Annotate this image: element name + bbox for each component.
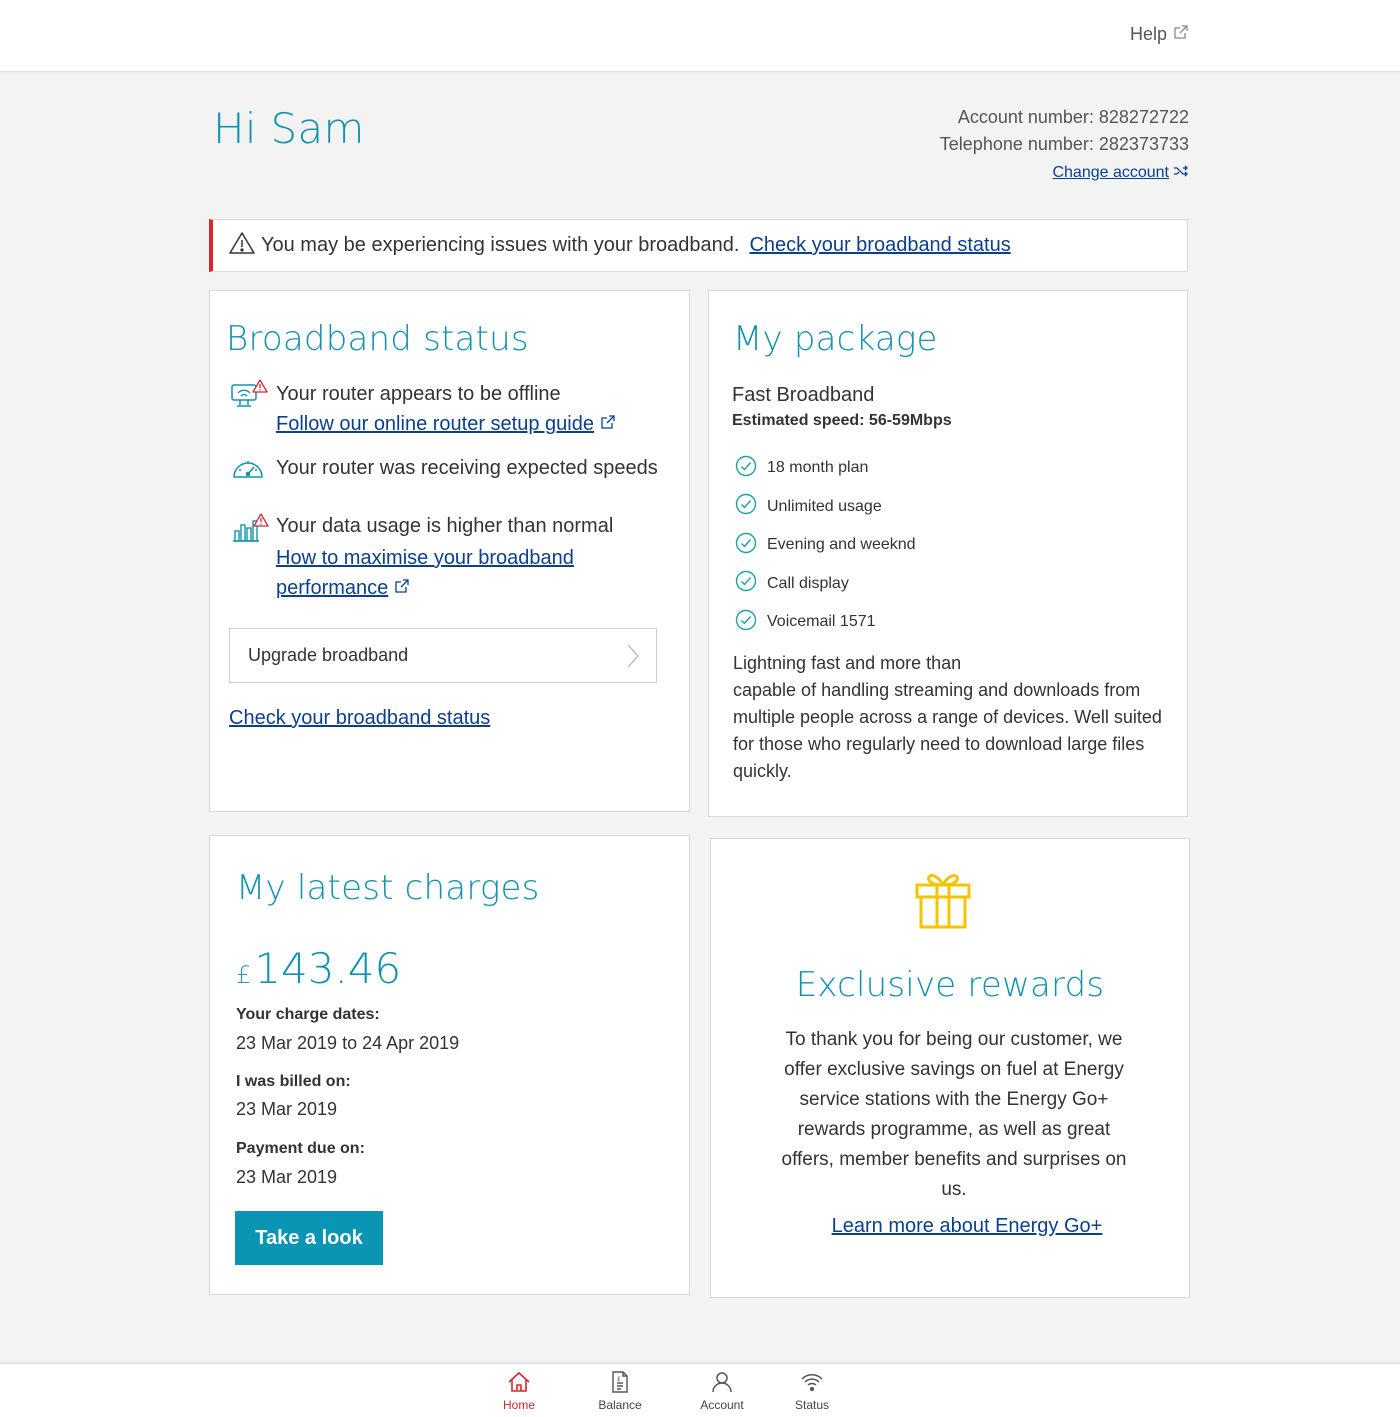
feature-label: Voicemail 1571 (767, 613, 876, 631)
router-setup-guide-link[interactable]: Follow our online router setup guide (276, 413, 594, 435)
list-item (735, 526, 916, 565)
shuffle-icon (1173, 159, 1189, 186)
check-circle-icon (735, 532, 757, 559)
package-description (733, 650, 1173, 785)
my-package-card (708, 290, 1188, 817)
package-description-rest: capable of handling streaming and downloads from multiple people across a range of devices. Well suited for those who regularly need to download large files quickly. (733, 680, 1162, 781)
broadband-status-card (209, 290, 690, 812)
external-link-icon (1173, 24, 1189, 45)
feature-label: 18 month plan (767, 459, 869, 477)
estimated-speed: Estimated speed: 56-59Mbps (732, 412, 952, 429)
list-item (735, 565, 916, 604)
router-speed-text: Your router was receiving expected speeds (276, 457, 658, 479)
bill-document-icon (610, 1371, 630, 1396)
amount-value: 143.46 (254, 944, 402, 993)
charge-dates-value: 23 Mar 2019 to 24 Apr 2019 (236, 1033, 460, 1053)
billed-on-label: I was billed on: (236, 1073, 351, 1090)
charge-amount (236, 944, 401, 993)
data-usage-text: Your data usage is higher than normal (276, 515, 614, 537)
change-account-link[interactable] (1052, 159, 1189, 186)
rewards-description: To thank you for being our customer, we offer exclusive savings on fuel at Energy service stations with the Energy Go+ rewards programme, as well as great offers, member benefits and surprises on us. (781, 1029, 1127, 1200)
router-warning-icon (230, 379, 268, 411)
page-title: Hi Sam (213, 104, 365, 153)
list-item (735, 488, 916, 527)
data-usage-item (230, 511, 666, 603)
upgrade-broadband-button[interactable] (229, 628, 657, 683)
check-circle-icon (735, 609, 757, 636)
alert-message: You may be experiencing issues with your broadband. (261, 234, 740, 256)
billed-on-value: 23 Mar 2019 (236, 1099, 338, 1119)
router-offline-text: Your router appears to be offline (276, 383, 561, 405)
take-a-look-button[interactable]: Take a look (235, 1211, 383, 1265)
exclusive-rewards-card (710, 838, 1190, 1298)
help-label: Help (1129, 24, 1167, 44)
package-name: Fast Broadband (732, 384, 875, 406)
router-speed-item (230, 453, 658, 485)
nav-balance-label: Balance (598, 1398, 642, 1412)
bottom-nav (0, 1363, 1400, 1417)
list-item (735, 449, 916, 488)
nav-balance[interactable] (580, 1371, 660, 1412)
chevron-right-icon (626, 643, 640, 674)
check-broadband-status-link[interactable]: Check your broadband status (229, 707, 491, 729)
upgrade-broadband-label: Upgrade broadband (248, 645, 409, 665)
home-icon (507, 1371, 531, 1396)
nav-home[interactable] (479, 1371, 559, 1412)
top-bar (0, 0, 1400, 72)
nav-home-label: Home (502, 1398, 535, 1412)
nav-status-label: Status (794, 1398, 830, 1412)
package-description-line1: Lightning fast and more than (733, 653, 962, 673)
feature-label: Unlimited usage (767, 497, 882, 515)
payment-due-label: Payment due on: (236, 1140, 365, 1157)
exclusive-rewards-title: Exclusive rewards (795, 965, 1105, 1005)
account-number: Account number: 828272722 (957, 107, 1189, 127)
nav-account[interactable] (682, 1371, 762, 1412)
account-info (940, 104, 1189, 186)
wifi-icon (800, 1371, 824, 1396)
feature-label: Call display (767, 574, 849, 592)
user-icon (711, 1371, 733, 1396)
learn-more-energy-go-link[interactable]: Learn more about Energy Go+ (831, 1215, 1103, 1237)
charge-dates-label: Your charge dates: (236, 1006, 380, 1023)
check-circle-icon (735, 493, 757, 520)
my-package-title: My package (733, 319, 938, 359)
broadband-alert (209, 219, 1188, 272)
check-circle-icon (735, 570, 757, 597)
external-link-icon (600, 413, 616, 435)
usage-chart-warning-icon (230, 511, 268, 543)
change-account-label: Change account (1052, 164, 1169, 181)
warning-icon (229, 231, 255, 261)
gift-icon (911, 867, 975, 936)
nav-status[interactable] (772, 1371, 852, 1412)
payment-due-value: 23 Mar 2019 (236, 1167, 338, 1187)
feature-list (735, 449, 916, 642)
alert-check-status-link[interactable]: Check your broadband status (749, 234, 1011, 256)
telephone-number: Telephone number: 282373733 (939, 134, 1189, 154)
nav-account-label: Account (700, 1398, 744, 1412)
currency-symbol: £ (236, 961, 252, 989)
external-link-icon (394, 577, 410, 599)
feature-label: Evening and weeknd (767, 536, 916, 554)
broadband-status-title: Broadband status (226, 319, 529, 359)
svg-text:£: £ (617, 1376, 621, 1383)
maximise-performance-link[interactable]: How to maximise your broadband performance (276, 547, 574, 599)
speedometer-icon (230, 453, 268, 485)
router-offline-item (230, 379, 616, 439)
check-circle-icon (735, 455, 757, 482)
help-link[interactable] (1130, 24, 1189, 45)
list-item (735, 603, 916, 642)
latest-charges-card (209, 835, 690, 1295)
latest-charges-title: My latest charges (236, 868, 540, 908)
